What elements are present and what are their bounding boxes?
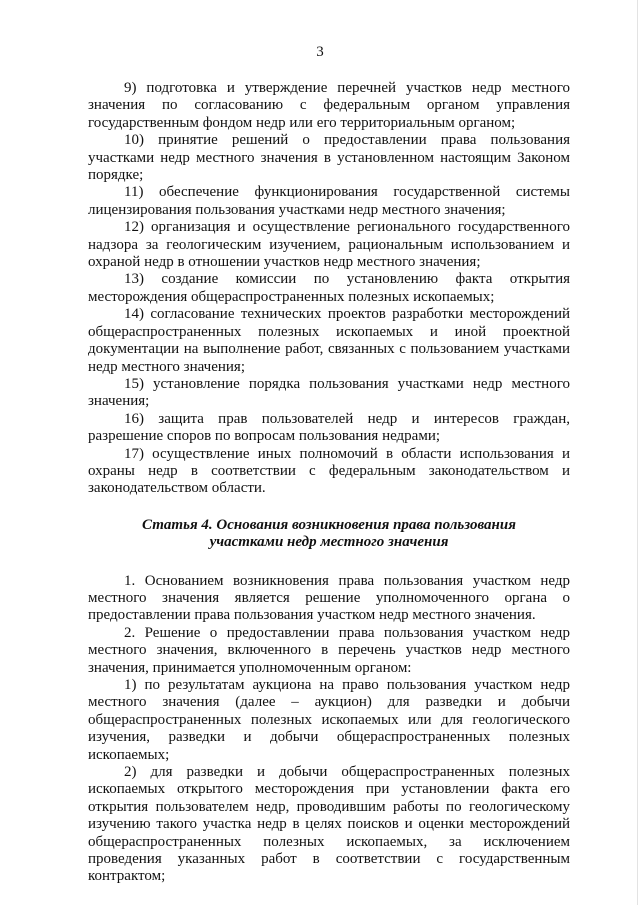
scan-edge-line xyxy=(637,0,638,905)
article-paragraph: 2) для разведки и добычи общераспространенных полезных ископаемых открытого месторождения при установлении факта его открытия пользователем недр, проводившим работы по геологическому изучению такого участка недр в целях поисков и оценки месторождений общераспространенных полезных ископаемых, за исключением проведения указанных работ в соответствии с государственным контрактом; xyxy=(88,764,570,885)
list-item: 15) установление порядка пользования участками недр местного значения; xyxy=(88,375,570,410)
list-item: 16) защита прав пользователей недр и интересов граждан, разрешение споров по вопросам пользования недрами; xyxy=(88,410,570,445)
page-number: 3 xyxy=(316,44,324,60)
list-item: 9) подготовка и утверждение перечней участков недр местного значения по согласованию с федеральным органом управления государственным фондом недр или его территориальным органом; xyxy=(88,80,570,131)
list-item: 17) осуществление иных полномочий в области использования и охраны недр в соответствии с федеральным законодательством и законодательством области. xyxy=(88,445,570,497)
article-title-line-1: Статья 4. Основания возникновения права пользования xyxy=(142,516,516,533)
article-title-line-2: участками недр местного значения xyxy=(209,534,449,551)
list-item: 13) создание комиссии по установлению факта открытия месторождения общераспространенных полезных ископаемых; xyxy=(88,271,570,305)
list-item: 11) обеспечение функционирования государственной системы лицензирования пользования участками недр местного значения; xyxy=(88,184,570,218)
article-heading xyxy=(88,517,570,552)
article-paragraph: 2. Решение о предоставлении права пользования участком недр местного значения, включенного в перечень участков недр местного значения, принимается уполномоченным органом: xyxy=(88,624,570,676)
list-item: 14) согласование технических проектов разработки месторождений общераспространенных полезных ископаемых и иной проектной документации на выполнение работ, связанных с пользованием участками недр местного значения; xyxy=(88,306,570,375)
list-item: 10) принятие решений о предоставлении права пользования участками недр местного значения в установленном настоящим Законом порядке; xyxy=(88,132,570,184)
article-paragraph: 1. Основанием возникновения права пользования участком недр местного значения является решение уполномоченного органа о предоставлении права пользования участком недр местного значения. xyxy=(88,572,570,624)
document-body xyxy=(88,80,570,886)
list-item: 12) организация и осуществление регионального государственного надзора за геологическим изучением, рациональным использованием и охраной недр в отношении участков недр местного значения; xyxy=(88,219,570,271)
article-paragraph: 1) по результатам аукциона на право пользования участком недр местного значения (далее – аукцион) для разведки и добычи общераспространенных полезных ископаемых или для геологического изучения, разведки и добычи общераспространенных полезных ископаемых; xyxy=(88,677,570,763)
